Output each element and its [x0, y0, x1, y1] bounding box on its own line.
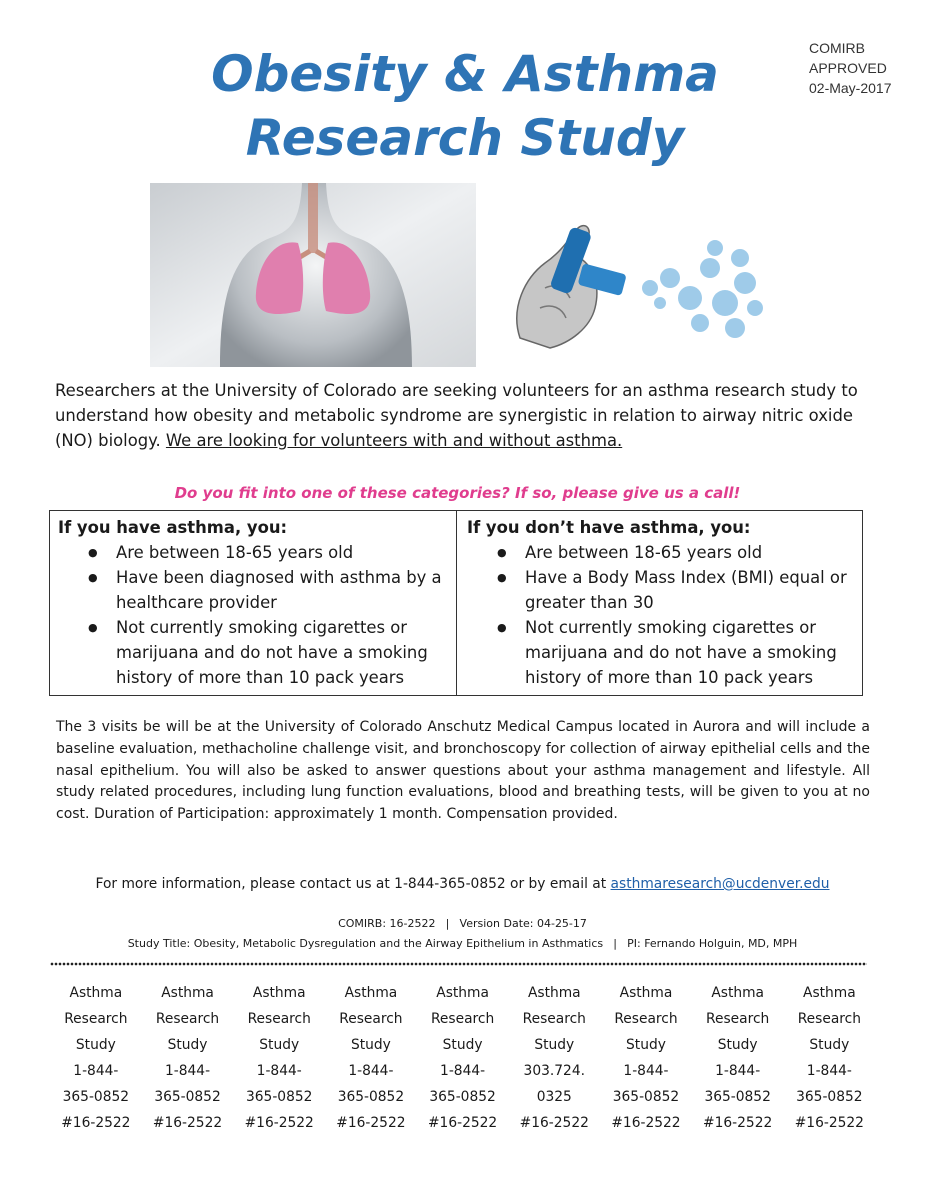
tab-line: 1-844- [715, 1063, 761, 1079]
tear-off-tab[interactable] [325, 980, 417, 1136]
principal-investigator: PI: Fernando Holguin, MD, MPH [627, 937, 798, 950]
tab-line: 1-844- [73, 1063, 119, 1079]
tab-line: Study [350, 1037, 391, 1053]
with-asthma-column [50, 511, 456, 695]
tab-line: Study [809, 1037, 850, 1053]
tab-line: 1-844- [164, 1063, 211, 1079]
lungs-torso-image [150, 183, 476, 367]
tab-line: Research [522, 1011, 586, 1027]
tab-line: 365-0852 [246, 1089, 313, 1105]
without-asthma-column [456, 511, 862, 695]
intro-underlined: We are looking for volunteers with and without asthma. [165, 431, 623, 450]
without-asthma-list [467, 540, 856, 690]
tear-off-tab[interactable] [233, 980, 325, 1136]
approval-line: APPROVED [809, 60, 887, 76]
approval-stamp [809, 38, 892, 98]
study-title: Study Title: Obesity, Metabolic Dysregulation and the Airway Epithelium in Asthmatics [127, 937, 604, 950]
tab-line: Asthma [69, 985, 123, 1001]
contact-text: For more information, please contact us at 1-844-365-0852 or by email at [95, 876, 611, 892]
tab-line: 1-844- [256, 1063, 302, 1079]
with-asthma-heading: If you have asthma, you: [58, 518, 288, 537]
without-asthma-heading: If you don’t have asthma, you: [467, 518, 751, 537]
tab-line: Research [706, 1011, 770, 1027]
tab-line: Research [797, 1011, 861, 1027]
tear-off-tab[interactable] [600, 980, 692, 1136]
tab-line: #16-2522 [794, 1115, 864, 1131]
separator: | [613, 937, 617, 950]
tab-line: Research [614, 1011, 678, 1027]
tear-off-tab[interactable] [692, 980, 784, 1136]
intro-paragraph [55, 378, 870, 453]
tear-off-tab[interactable] [508, 980, 600, 1136]
tab-line: Study [75, 1037, 116, 1053]
tab-line: #16-2522 [336, 1115, 406, 1131]
tab-line: Asthma [619, 985, 673, 1001]
inhaler-hand-image [500, 208, 775, 366]
tab-line: #16-2522 [519, 1115, 589, 1131]
tab-line: 365-0852 [429, 1089, 496, 1105]
tab-line: #16-2522 [244, 1115, 314, 1131]
tab-line: Study [167, 1037, 208, 1053]
list-item: ● Have been diagnosed with asthma by a healthcare provider [58, 565, 450, 615]
tab-line: 365-0852 [612, 1089, 680, 1105]
approval-date: 02-May-2017 [809, 80, 892, 96]
tab-line: #16-2522 [427, 1115, 498, 1131]
tab-line: Study [442, 1037, 483, 1053]
tab-line: 1-844- [440, 1063, 486, 1079]
list-item: ● Are between 18-65 years old [467, 540, 856, 565]
flyer-title [150, 42, 780, 170]
comirb-number: COMIRB: 16-2522 [338, 917, 436, 930]
eligibility-table [49, 510, 863, 696]
tab-line: Research [155, 1011, 220, 1027]
with-asthma-list [58, 540, 450, 690]
intro-text: Researchers at the University of Colorado are seeking volunteers for an asthma research study to understand how obesity and metabolic syndrome are synergistic in relation to airway nitric oxide (NO) biology. [55, 381, 858, 450]
tab-line: 1-844- [806, 1063, 852, 1079]
eligibility-callout: Do you fit into one of these categories? If so, please give us a call! [174, 484, 741, 502]
list-item: ● Have a Body Mass Index (BMI) equal or greater than 30 [467, 565, 856, 615]
tear-off-tab[interactable] [417, 980, 509, 1136]
list-item: ● Not currently smoking cigarettes or marijuana and do not have a smoking history of more than 10 pack years [58, 615, 450, 690]
tab-line: Study [259, 1037, 300, 1053]
tab-line: Asthma [344, 985, 398, 1001]
tab-line: Study [626, 1037, 666, 1053]
list-item: ● Not currently smoking cigarettes or marijuana and do not have a smoking history of more than 10 pack years [467, 615, 856, 690]
tab-line: Asthma [527, 985, 581, 1001]
tab-line: #16-2522 [152, 1115, 223, 1131]
study-title-line [50, 936, 875, 952]
tab-line: Asthma [711, 985, 764, 1001]
tear-off-tab[interactable] [50, 980, 142, 1136]
tab-line: Research [430, 1011, 495, 1027]
version-date: Version Date: 04-25-17 [459, 917, 587, 930]
list-item: ● Are between 18-65 years old [58, 540, 450, 565]
separator: | [445, 917, 450, 930]
contact-line [50, 874, 875, 894]
tab-line: Research [247, 1011, 311, 1027]
tab-line: Research [64, 1011, 128, 1027]
tab-line: Asthma [161, 985, 214, 1001]
tab-line: Asthma [252, 985, 306, 1001]
tab-line: 365-0852 [337, 1089, 405, 1105]
tab-line: Asthma [803, 985, 856, 1001]
title-line-2: Research Study [245, 109, 685, 167]
study-details-paragraph: The 3 visits be will be at the University of Colorado Anschutz Medical Campus located in Aurora and will include a baseline evaluation, methacholine challenge visit, and bronchoscopy for collection of airway epithelial cells and the nasal epithelium. You will also be asked to answer questions about your asthma management and lifestyle. All study related procedures, including lung function evaluations, blood and breathing tests, will be given to you at no cost. Duration of Participation: approximately 1 month. Compensation provided. [56, 719, 870, 823]
tab-line: 365-0852 [704, 1089, 771, 1105]
tab-line: #16-2522 [61, 1115, 131, 1131]
tear-off-tab[interactable] [142, 980, 234, 1136]
email-link[interactable]: asthmaresearch@ucdenver.edu [610, 876, 830, 892]
tab-line: Study [717, 1037, 758, 1053]
tab-line: 0325 [536, 1089, 572, 1105]
tab-line: #16-2522 [611, 1115, 681, 1131]
tab-line: 365-0852 [796, 1089, 863, 1105]
tab-line: Research [339, 1011, 403, 1027]
tab-line: 1-844- [623, 1063, 669, 1079]
tab-line: 365-0852 [154, 1089, 221, 1105]
tab-line: Study [534, 1037, 575, 1053]
tear-off-dotted-line [50, 962, 867, 966]
title-line-1: Obesity & Asthma [211, 45, 719, 103]
approval-line: COMIRB [809, 40, 865, 56]
tear-off-tabs [50, 980, 876, 1136]
protocol-meta-line [50, 916, 875, 932]
tab-line: #16-2522 [703, 1115, 773, 1131]
tear-off-tab[interactable] [784, 980, 876, 1136]
tab-line: Asthma [436, 985, 489, 1001]
tab-line: 1-844- [348, 1063, 394, 1079]
tab-line: 303.724. [523, 1063, 585, 1079]
tab-line: 365-0852 [62, 1089, 130, 1105]
